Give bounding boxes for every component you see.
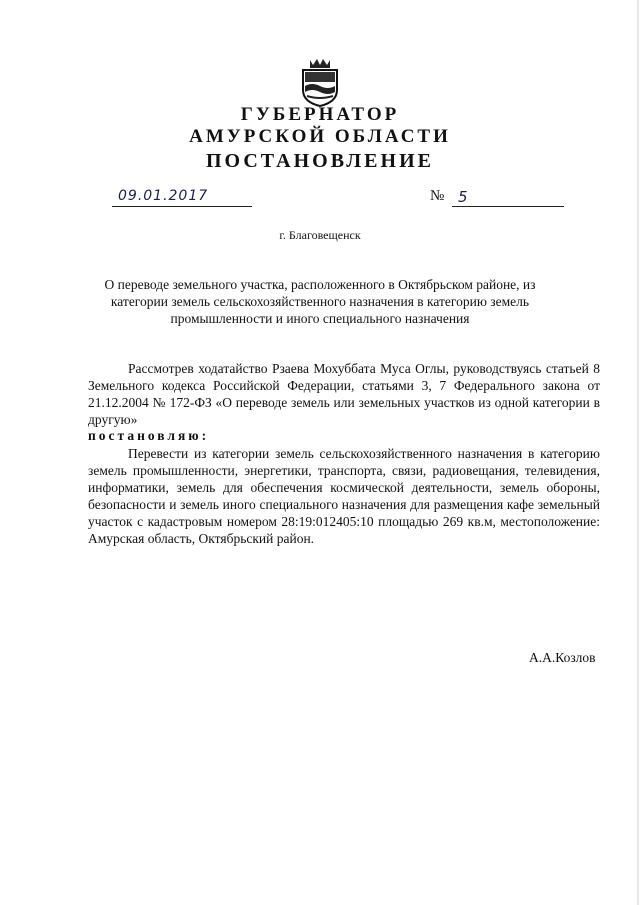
city: г. Благовещенск bbox=[279, 228, 361, 242]
coat-of-arms-icon bbox=[297, 56, 343, 108]
document-type: ПОСТАНОВЛЕНИЕ bbox=[206, 150, 434, 172]
decree-word: постановляю: bbox=[88, 428, 210, 443]
scan-edge bbox=[637, 0, 639, 905]
issuer-region: АМУРСКОЙ ОБЛАСТИ bbox=[189, 126, 451, 147]
document-number: 5 bbox=[452, 188, 564, 207]
document-subject: О переводе земельного участка, расположенного в Октябрьском районе, из категории земель сельскохозяйственного назначения в категорию земель промышленности и иного специального назначения bbox=[104, 277, 536, 326]
document-date: 09.01.2017 bbox=[112, 188, 252, 207]
issuer-title: ГУБЕРНАТОР bbox=[240, 104, 400, 125]
preamble-paragraph: Рассмотрев ходатайство Рзаева Мохуббата Муса Оглы, руководствуясь статьей 8 Земельного кодекса Российской Федерации, статьями 3, 7 Федерального закона от 21.12.2004 № 172-ФЗ «О переводе земель или земельных участков из одной категории в другую» bbox=[88, 361, 600, 427]
number-label: № bbox=[430, 188, 445, 204]
signature-name: А.А.Козлов bbox=[529, 650, 596, 665]
decree-paragraph: Перевести из категории земель сельскохозяйственного назначения в категорию земель промышленности, энергетики, транспорта, связи, радиовещания, телевидения, информатики, земель для обеспечения космической деятельности, земель обороны, безопасности и земель иного специального назначения для размещения кафе земельный участок с кадастровым номером 28:19:012405:10 площадью 269 кв.м, местоположение: Амурская область, Октябрьский район. bbox=[88, 446, 600, 546]
